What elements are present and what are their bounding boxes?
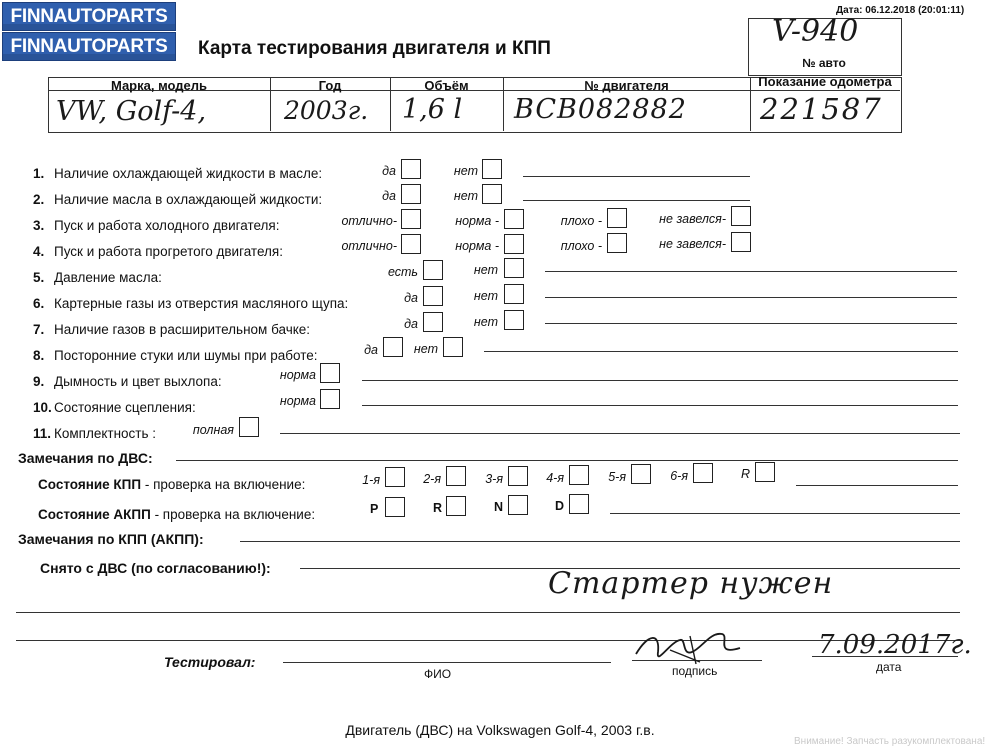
question-number: 11. (33, 426, 52, 441)
auto-gear-label: R (433, 501, 443, 515)
question-number: 3. (33, 218, 45, 233)
question-text: Давление масла: (54, 270, 162, 285)
question-number: 1. (33, 166, 45, 181)
option-da: да (404, 317, 418, 331)
question-number: 5. (33, 270, 45, 285)
option-norma: норма (279, 368, 316, 382)
auto-gear-label: P (370, 502, 379, 516)
question-text: Состояние сцепления: (54, 400, 196, 415)
checkbox-gear-6[interactable] (693, 463, 713, 483)
option-net: нет (453, 164, 478, 178)
answer-line (280, 433, 960, 434)
answer-line (362, 380, 958, 381)
checkbox-auto-p[interactable] (385, 497, 405, 517)
question-text: Наличие масла в охлаждающей жидкости: (54, 192, 323, 207)
question-text: Посторонние стуки или шумы при работе: (54, 348, 318, 363)
checkbox-q9-norma[interactable] (320, 363, 340, 383)
checkbox-q3-ploho[interactable] (607, 208, 627, 228)
option-net: нет (473, 289, 498, 303)
answer-line (523, 200, 750, 201)
option-est: есть (387, 265, 418, 279)
checkbox-q5-net[interactable] (504, 258, 524, 278)
option-da: да (382, 189, 396, 203)
date-label: дата (876, 660, 902, 674)
remarks-dvs-label: Замечания по ДВС: (18, 450, 153, 466)
removed-label: Снято с ДВС (по согласованию!): (40, 560, 271, 576)
gear-label: 6-я (670, 469, 688, 483)
header-year: Год (318, 78, 342, 93)
checkbox-gear-r[interactable] (755, 462, 775, 482)
value-year: 2003г. (284, 96, 369, 125)
signature-label: подпись (672, 664, 718, 678)
header-engine: № двигателя (584, 78, 669, 93)
value-odometer: 221587 (760, 92, 883, 126)
option-net: нет (473, 315, 498, 329)
kpp-label: Состояние КПП - проверка на включение: (38, 477, 306, 492)
fio-label: ФИО (424, 667, 452, 681)
option-ne-zavelsya: не завелся- (659, 212, 726, 226)
checkbox-q4-norma[interactable] (504, 234, 524, 254)
date-stamp: Дата: 06.12.2018 (20:01:11) (836, 5, 965, 16)
header-make: Марка, модель (110, 78, 208, 93)
removed-handwritten: Стартер нужен (548, 566, 834, 601)
tested-label: Тестировал: (164, 654, 256, 670)
question-text: Наличие газов в расширительном бачке: (54, 322, 311, 337)
question-text: Пуск и работа прогретого двигателя: (54, 244, 283, 259)
option-ploho: плохо - (560, 214, 602, 228)
answer-line (545, 323, 957, 324)
header-volume: Объём (424, 78, 469, 93)
option-polnaya: полная (192, 423, 234, 437)
logo-bottom: FINNAUTOPARTS (2, 32, 176, 61)
checkbox-q4-otlichno[interactable] (401, 234, 421, 254)
checkbox-q4-ne-zavelsya[interactable] (731, 232, 751, 252)
question-text: Картерные газы из отверстия масляного щупа: (54, 296, 349, 311)
option-da: да (404, 291, 418, 305)
checkbox-q4-ploho[interactable] (607, 233, 627, 253)
checkbox-q3-ne-zavelsya[interactable] (731, 206, 751, 226)
gear-label: 5-я (608, 470, 626, 484)
option-norma: норма (279, 394, 316, 408)
answer-line (16, 612, 960, 613)
answer-line (362, 405, 958, 406)
gear-label: 4-я (546, 471, 564, 485)
checkbox-q11-polnaya[interactable] (239, 417, 259, 437)
auto-number-handwritten: V-940 (772, 14, 859, 49)
checkbox-q3-otlichno[interactable] (401, 209, 421, 229)
question-text: Пуск и работа холодного двигателя: (54, 218, 280, 233)
question-text: Дымность и цвет выхлопа: (54, 374, 222, 389)
question-number: 9. (33, 374, 45, 389)
option-ne-zavelsya: не завелся- (659, 237, 726, 251)
option-da: да (382, 164, 396, 178)
auto-gear-label: N (494, 500, 504, 514)
question-number: 6. (33, 296, 45, 311)
checkbox-auto-r[interactable] (446, 496, 466, 516)
caption: Двигатель (ДВС) на Volkswagen Golf-4, 2003 г.в. (345, 722, 655, 738)
answer-line (240, 541, 960, 542)
checkbox-q1-net[interactable] (482, 159, 502, 179)
checkbox-auto-d[interactable] (569, 494, 589, 514)
option-norma: норма - (455, 239, 499, 253)
checkbox-q8-net[interactable] (443, 337, 463, 357)
option-otlichno: отлично- (341, 239, 397, 253)
checkbox-q7-net[interactable] (504, 310, 524, 330)
option-otlichno: отлично- (341, 214, 397, 228)
gear-label: 2-я (423, 472, 441, 486)
checkbox-auto-n[interactable] (508, 495, 528, 515)
answer-line (545, 297, 957, 298)
gear-label: 3-я (485, 472, 503, 486)
question-number: 8. (33, 348, 45, 363)
answer-line (523, 176, 750, 177)
logo-top: FINNAUTOPARTS (2, 2, 176, 31)
value-volume: 1,6 l (402, 94, 463, 125)
question-text: Комплектность : (54, 426, 157, 441)
header-odometer: Показание одометра (758, 74, 892, 89)
value-engine: BCB082882 (514, 94, 687, 125)
watermark: Внимание! Запчасть разукомплектована! (794, 736, 986, 747)
question-number: 10. (33, 400, 52, 415)
fio-line (283, 662, 611, 663)
checkbox-q10-norma[interactable] (320, 389, 340, 409)
option-ploho: плохо - (560, 239, 602, 253)
gear-label: 1-я (362, 473, 380, 487)
checkbox-q1-da[interactable] (401, 159, 421, 179)
option-net: нет (473, 263, 498, 277)
checkbox-q3-norma[interactable] (504, 209, 524, 229)
checkbox-q6-net[interactable] (504, 284, 524, 304)
checkbox-q2-net[interactable] (482, 184, 502, 204)
checkbox-q2-da[interactable] (401, 184, 421, 204)
option-net: нет (413, 342, 438, 356)
date-handwritten: 7.09.2017г. (818, 630, 972, 660)
gear-label: R (740, 467, 750, 481)
option-net: нет (453, 189, 478, 203)
option-da: да (364, 343, 378, 357)
question-number: 2. (33, 192, 45, 207)
question-number: 4. (33, 244, 45, 259)
page-title: Карта тестирования двигателя и КПП (198, 38, 551, 59)
auto-gear-label: D (555, 499, 565, 513)
akpp-label: Состояние АКПП - проверка на включение: (38, 507, 316, 522)
value-make: VW, Golf-4, (56, 96, 207, 127)
question-number: 7. (33, 322, 45, 337)
answer-line (484, 351, 958, 352)
auto-number-label: № авто (802, 56, 846, 70)
answer-line (545, 271, 957, 272)
answer-line (610, 513, 960, 514)
answer-line (796, 485, 958, 486)
option-norma: норма - (455, 214, 499, 228)
question-text: Наличие охлаждающей жидкости в масле: (54, 166, 323, 181)
answer-line (176, 460, 958, 461)
remarks-kpp-label: Замечания по КПП (АКПП): (18, 531, 204, 547)
